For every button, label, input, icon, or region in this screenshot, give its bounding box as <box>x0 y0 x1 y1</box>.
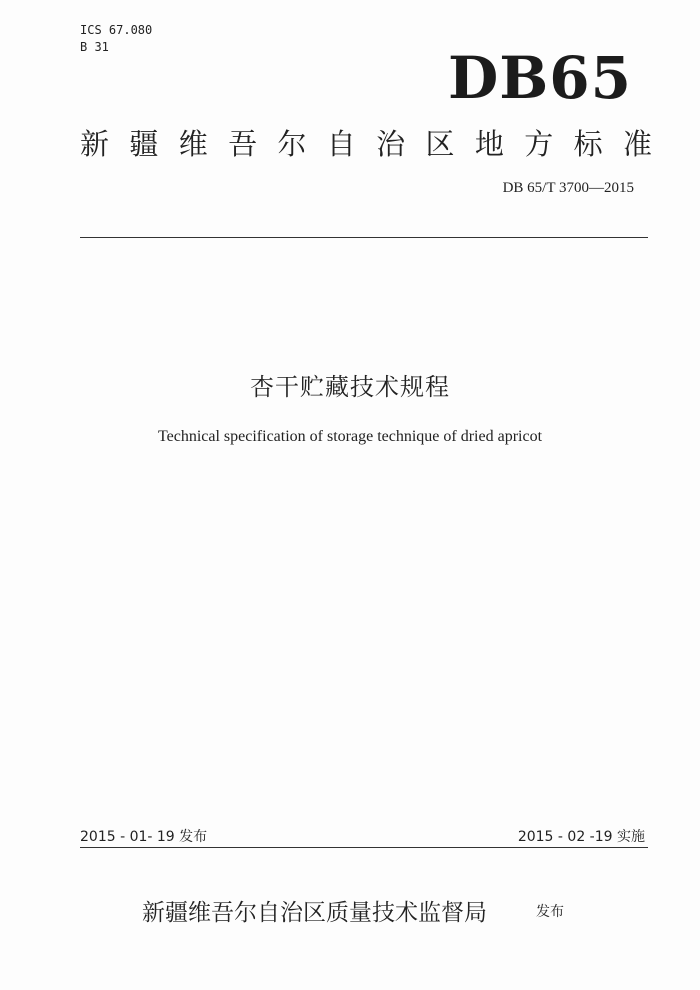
organization-char: 地 <box>474 127 504 161</box>
publish-date: 2015 - 01- 19 发布 <box>80 829 208 845</box>
title-chinese: 杏干贮藏技术规程 <box>250 373 450 401</box>
title-english: Technical specification of storage technique of dried apricot <box>157 428 543 445</box>
organization-char: 新 <box>80 127 110 161</box>
organization-char: 疆 <box>129 127 159 161</box>
ics-code: ICS 67.080 <box>80 23 153 37</box>
footer-divider <box>80 847 648 848</box>
ccs-code: B 31 <box>80 40 109 54</box>
organization-char: 区 <box>425 127 455 161</box>
organization-char: 维 <box>178 127 208 161</box>
organization-char: 方 <box>524 127 554 161</box>
organization-char: 标 <box>573 127 603 161</box>
organization-char: 准 <box>622 127 652 161</box>
organization-heading <box>80 122 652 163</box>
organization-char: 治 <box>376 127 406 161</box>
organization-char: 自 <box>326 127 356 161</box>
implement-date: 2015 - 02 -19 实施 <box>517 829 645 845</box>
organization-char: 尔 <box>277 127 307 161</box>
classification-codes <box>80 22 152 56</box>
header-divider <box>80 237 648 238</box>
issued-label: 发布 <box>536 904 564 920</box>
db65-logo: DB65 <box>447 44 632 112</box>
organization-char: 吾 <box>228 127 258 161</box>
standard-number: DB 65/T 3700—2015 <box>502 180 634 196</box>
issuing-authority: 新疆维吾尔自治区质量技术监督局 <box>142 900 487 926</box>
